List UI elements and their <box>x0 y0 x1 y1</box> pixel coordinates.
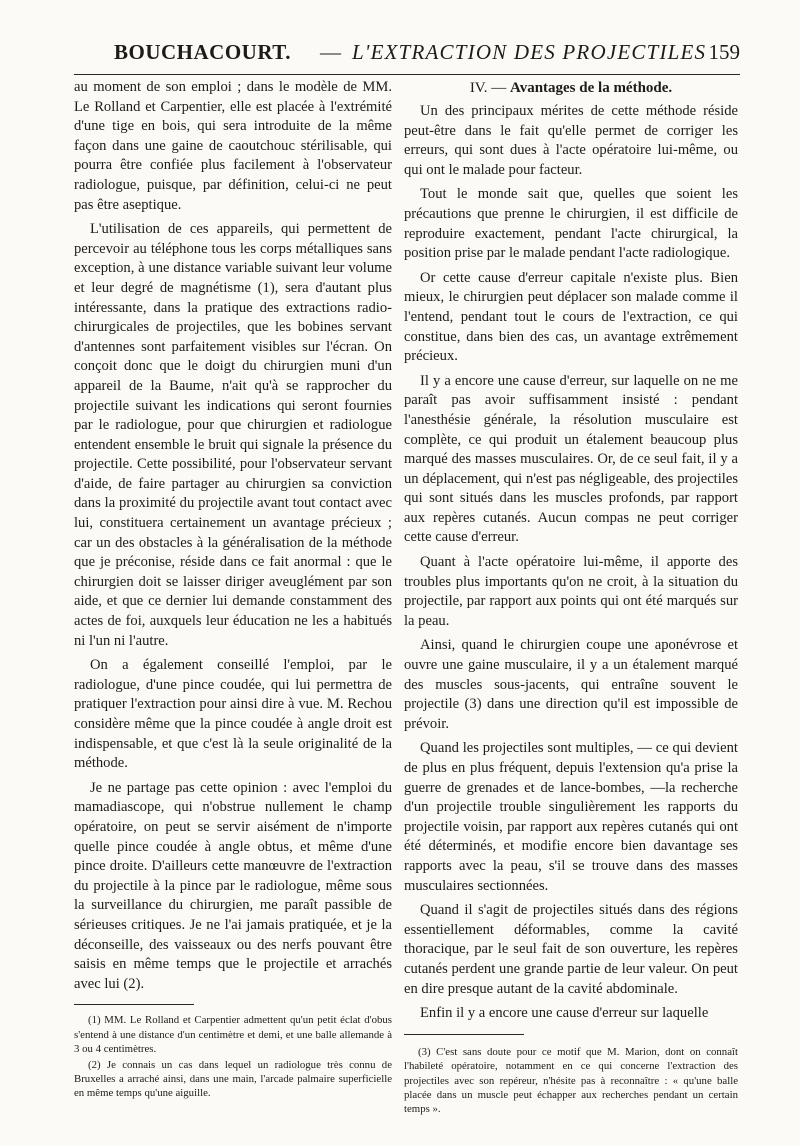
paragraph: Or cette cause d'erreur capitale n'existe plus. Bien mieux, le chirurgien peut déplacer son malade comme il l'entend, pendant tout le cours de l'extraction, ce qui constitue, dans bien des cas, un avantage extrêmement précieux. <box>404 269 738 365</box>
paragraph: Enfin il y a encore une cause d'erreur sur laquelle <box>420 1005 709 1022</box>
paragraph: Tout le monde sait que, quelles que soient les précautions que prenne le chirurgien, il est difficile de reproduire exactement, pendant l'acte chirurgical, la position prise par le malade pendant l'acte radiologique. <box>404 186 738 262</box>
header-title: L'EXTRACTION DES PROJECTILES <box>352 40 707 64</box>
header-separator: — <box>320 40 341 64</box>
section-title: Avantages de la méthode. <box>509 80 673 96</box>
footnote: (2) Je connais un cas dans lequel un radiologue très connu de Bruxelles a arraché ainsi, dans une main, l'arcade palmaire superficielle en même temps qu'une aiguille. <box>74 1058 392 1100</box>
section-number: IV. — <box>469 80 507 96</box>
footnotes <box>74 1013 392 1100</box>
footnote-divider <box>404 1034 524 1035</box>
paragraph: Un des principaux mérites de cette méthode réside peut-être dans le fait qu'elle permet de corriger les erreurs, qui sont dues à l'acte opératoire lui-même, ou qui ont le malade pour facteur. <box>404 103 738 178</box>
footnotes <box>404 1045 738 1117</box>
paragraph: au moment de son emploi ; dans le modèle de MM. Le Rolland et Carpentier, elle est placée à l'extrémité d'une tige en bois, qui sera introduite de la même façon dans une gaine de caoutchouc stérilisable, qui pourra être confiée plus facilement à l'observateur radiologue, puisque, par définition, celui-ci ne peut pas être aseptique. <box>74 79 392 213</box>
paragraph: On a également conseillé l'emploi, par le radiologue, d'une pince coudée, qui lui permettra de pratiquer l'extraction pour ainsi dire à vue. M. Rechou considère même que la pince coudée à angle droit est indispensable, et que c'est là la seule originalité de la méthode. <box>74 657 392 772</box>
section-heading <box>404 78 738 98</box>
footnote-divider <box>74 1004 194 1005</box>
paragraph: Quant à l'acte opératoire lui-même, il apporte des troubles plus importants qu'on ne croit, à la situation du projectile, par rapport aux points qui ont été marqués sur la peau. <box>404 554 738 629</box>
paragraph: Ainsi, quand le chirurgien coupe une aponévrose et ouvre une gaine musculaire, il y a un étalement marqué des muscles sous-jacents, qui entraîne souvent le projectile (3) dans une direction qu'il est impossible de prévoir. <box>404 637 738 732</box>
paragraph: Je ne partage pas cette opinion : avec l'emploi du mamadiascope, qui n'obstrue nullement le champ opératoire, on peut se servir aisément de n'importe quelle pince coudée à angle obtus, et même d'une pince droite. D'ailleurs cette manœuvre de l'extraction du projectile à la pince par le radiologue, même sous la surveillance du chirurgien, me paraît passible de sérieuses critiques. Je ne l'ai jamais pratiquée, et je la déconseille, des vaisseaux ou des nerfs pouvant être saisis en même temps que le projectile et arrachés avec lui (2). <box>74 779 392 992</box>
left-column <box>74 78 392 1102</box>
header-author: BOUCHACOURT. <box>114 40 291 64</box>
paragraph: L'utilisation de ces appareils, qui permettent de percevoir au téléphone tous les corps métalliques sans exception, à une distance variable suivant leur volume et leur degré de magnétisme (1), sera d'autant plus intéressante, dans la pratique des extractions radio-chirurgicales de projectiles, que les bobines servant d'antennes sont parfaitement visibles sur l'écran. On conçoit donc que le doigt du chirurgien muni d'un appareil de la Baume, n'ait qu'à se rapprocher du projectile suivant les indications qui seront fournies par le radiologue, pour que chirurgien et radiologue entendent ensemble le bruit qui signale la présence du projectile. Cette possibilité, pour l'observateur servant d'aide, de faire partager au chirurgien sa conviction dans la proximité du projectile avant tout contact avec lui, constituera certainement un avantage précieux ; car un des obstacles à la généralisation de la méthode que je préconise, réside dans ce fait anormal : que le chirurgien doit se laisser diriger aveuglément par son aide, et que ce dernier lui demande constamment des actes de foi, auxquels leur éducation ne les a habitués ni l'un ni l'autre. <box>74 221 392 649</box>
paragraph: Il y a encore une cause d'erreur, sur laquelle on ne me paraît pas avoir suffisamment insisté : pendant l'anesthésie générale, la résolution musculaire est complète, ce qui produit un étalement beaucoup plus marqué des masses musculaires. Or, de ce seul fait, il y a un déplacement, qui n'est pas négligeable, des projectiles qui sont situés dans les muscles profonds, par rapport aux repères cutanés. Aucun compas ne peut corriger cette cause d'erreur. <box>404 372 738 546</box>
running-header <box>74 40 740 75</box>
paragraph: Quand les projectiles sont multiples, — ce qui devient de plus en plus fréquent, depuis l'extension qu'a prise la guerre de grenades et de lance-bombes, —la recherche d'un projectile trouble singulièrement les rapports du projectile voisin, par rapport aux repères cutanés qui ont été déterminés, et modifie encore bien davantage ses rapports avec la peau, s'il se trouve dans des masses musculaires sectionnées. <box>404 740 738 894</box>
page-number: 159 <box>708 40 740 64</box>
footnote: (1) MM. Le Rolland et Carpentier admettent qu'un petit éclat d'obus s'entend à une distance d'un centimètre et demi, et une balle allemande à 3 ou 4 centimètres. <box>74 1014 392 1056</box>
paragraph: Quand il s'agit de projectiles situés dans des régions essentiellement déformables, comme la cavité thoracique, par le seul fait de son ouverture, les repères cutanés perdent une grande partie de leur valeur. On peut en dire presque autant de la cavité abdominale. <box>404 902 738 997</box>
footnote: (3) C'est sans doute pour ce motif que M. Marion, dont on connaît l'habileté opératoire, notamment en ce qui concerne l'extraction des projectiles avec son repéreur, n'hésite pas à reconnaître : « qu'une balle placée dans un muscle peut échapper aux recherches pendant un certain temps ». <box>404 1045 738 1116</box>
right-column <box>404 78 738 1118</box>
